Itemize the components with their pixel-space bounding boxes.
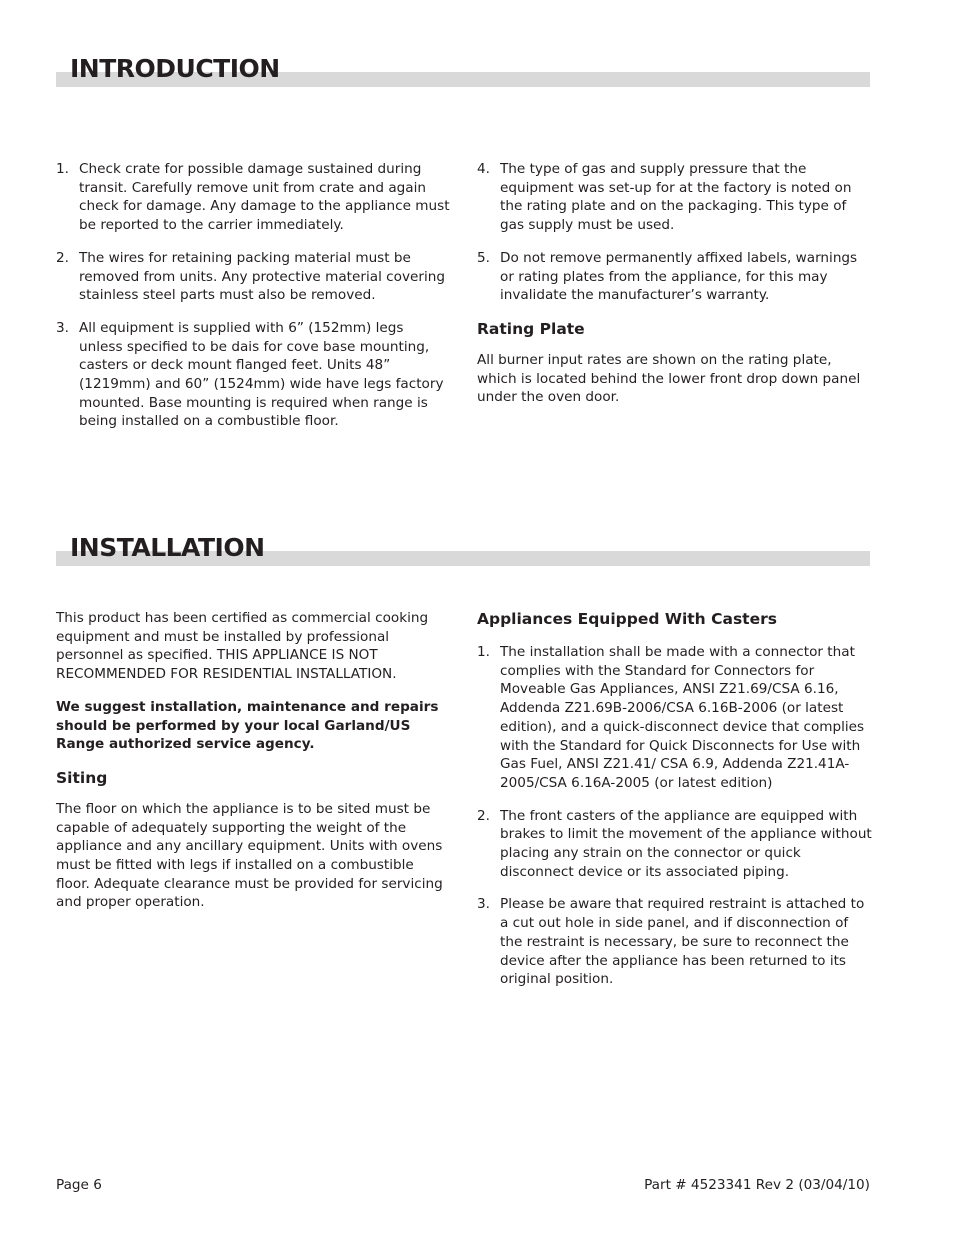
item-number: 4. [477,161,490,177]
item-number: 3. [56,319,69,336]
list-item [56,249,451,305]
introduction-right-column [477,160,872,421]
introduction-title: INTRODUCTION [70,54,280,83]
item-text: The wires for retaining packing material must be removed from units. Any protective material covering stainless steel parts must also be removed. [79,249,445,304]
list-item [477,160,872,235]
item-text: Please be aware that required restraint is attached to a cut out hole in side panel, and if disconnection of the restraint is necessary, be sure to reconnect the device after the appliance has been returned to its original position. [500,896,865,988]
list-item [56,160,451,235]
page-number: Page 6 [56,1177,102,1193]
item-number: 5. [477,249,490,266]
item-number: 1. [477,644,490,660]
item-number: 3. [477,896,490,913]
rating-plate-text: All burner input rates are shown on the rating plate, which is located behind the lower front drop down panel under the oven door. [477,351,861,406]
item-text: The type of gas and supply pressure that the equipment was set-up for at the factory is noted on the rating plate and on the packaging. This type of gas supply must be used. [500,161,852,234]
installation-right-column [477,609,872,1003]
item-text: Check crate for possible damage sustained during transit. Carefully remove unit from crate and again check for damage. Any damage to the appliance must be reported to the carrier immediately. [79,161,450,234]
item-number: 2. [56,249,69,266]
list-item [477,895,872,989]
item-number: 2. [477,807,490,824]
list-item [477,249,872,305]
siting-text: The floor on which the appliance is to be sited must be capable of adequately supporting the weight of the appliance and any ancillary equipment. Units with ovens must be fitted with legs if installed on a combustible floor. Adequate clearance must be provided for servicing and proper operation. [56,800,443,911]
installation-intro: This product has been certified as commercial cooking equipment and must be installed by professional personnel as specified. THIS APPLIANCE IS NOT RECOMMENDED FOR RESIDENTIAL INSTALLATION. [56,610,429,683]
item-number: 1. [56,161,69,177]
rating-plate-heading: Rating Plate [477,319,585,338]
introduction-list-left [56,160,451,431]
introduction-list-right [477,160,872,305]
siting-heading: Siting [56,768,108,787]
list-item [477,807,872,882]
part-number: Part # 4523341 Rev 2 (03/04/10) [644,1177,870,1193]
casters-heading: Appliances Equipped With Casters [477,610,777,628]
item-text: Do not remove permanently affixed labels, warnings or rating plates from the appliance, for this may invalidate the manufacturer’s warranty. [500,249,858,304]
installation-title: INSTALLATION [70,533,265,562]
list-item [56,319,451,431]
introduction-left-column [56,160,451,445]
item-text: The installation shall be made with a connector that complies with the Standard for Connectors for Moveable Gas Appliances, ANSI Z21.69/CSA 6.16, Addenda Z21.69B-2006/CSA 6.16B-2006 (or latest edition), and a quick-disconnect device that complies with the Standard for Quick Disconnects for Use with Gas Fuel, ANSI Z21.41/ CSA 6.9, Addenda Z21.41A-2005/CSA 6.16A-2005 (or latest edition) [500,644,865,791]
installation-left-column [56,609,451,926]
installation-suggestion: We suggest installation, maintenance and repairs should be performed by your local Garland/US Range authorized service agency. [56,698,439,753]
casters-list [477,643,872,989]
list-item [477,643,872,793]
item-text: All equipment is supplied with 6” (152mm) legs unless specified to be dais for cove base mounting, casters or deck mount flanged feet. Units 48” (1219mm) and 60” (1524mm) wide have legs factory mounted. Base mounting is required when range is being installed on a combustible floor. [79,319,444,430]
item-text: The front casters of the appliance are equipped with brakes to limit the movement of the appliance without placing any strain on the connector or quick disconnect device or its associated piping. [500,807,872,880]
